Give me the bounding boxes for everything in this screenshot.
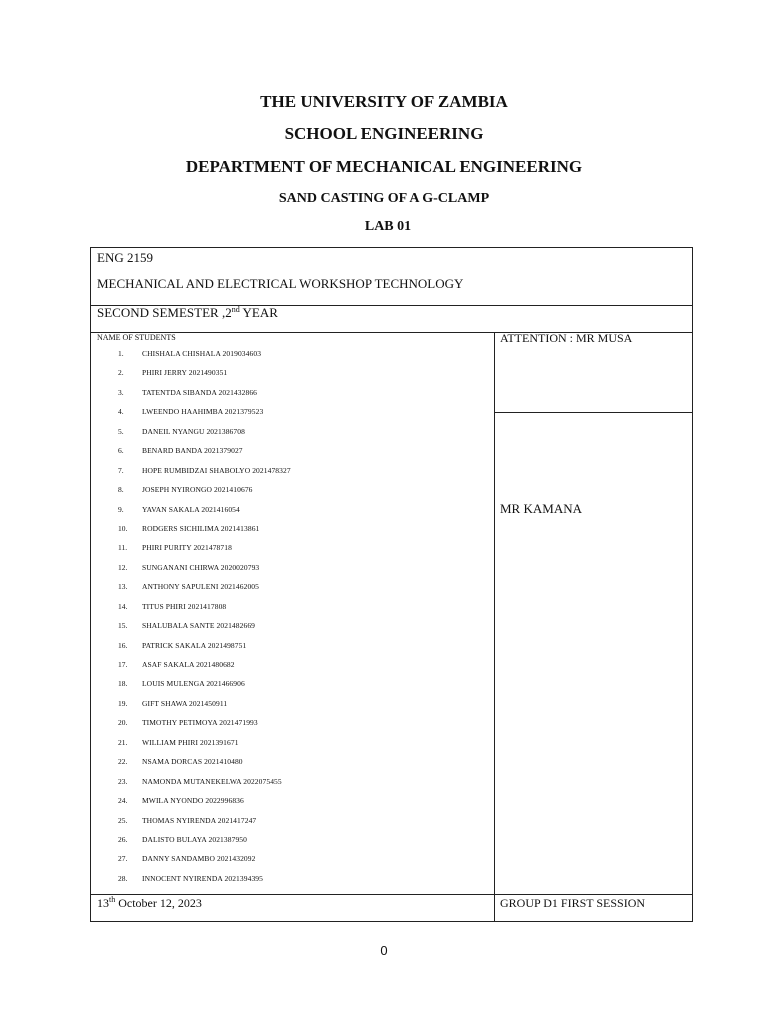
student-number: 15. bbox=[118, 621, 128, 631]
student-number: 7. bbox=[118, 465, 124, 475]
student-number: 24. bbox=[118, 796, 128, 806]
student-name: RODGERS SICHILIMA 2021413861 bbox=[142, 523, 260, 533]
student-number: 8. bbox=[118, 485, 124, 495]
student-number: 6. bbox=[118, 446, 124, 456]
student-number: 21. bbox=[118, 737, 128, 747]
student-number: 22. bbox=[118, 757, 128, 767]
date-rest: October 12, 2023 bbox=[115, 896, 202, 910]
student-name: NSAMA DORCAS 2021410480 bbox=[142, 757, 243, 767]
semester-suffix: YEAR bbox=[239, 305, 278, 320]
student-number: 1. bbox=[118, 349, 124, 358]
student-name: TIMOTHY PETIMOYA 2021471993 bbox=[142, 718, 258, 728]
student-name: LWEENDO HAAHIMBA 2021379523 bbox=[142, 407, 264, 417]
student-number: 23. bbox=[118, 776, 128, 786]
student-name: ASAF SAKALA 2021480682 bbox=[142, 660, 235, 669]
student-number: 3. bbox=[118, 387, 124, 397]
student-number: 10. bbox=[118, 523, 128, 533]
semester-text bbox=[97, 306, 278, 319]
student-number: 17. bbox=[118, 660, 128, 669]
attention-label: ATTENTION : MR MUSA bbox=[500, 331, 633, 345]
student-number: 27. bbox=[118, 854, 128, 864]
student-name: MWILA NYONDO 2022996836 bbox=[142, 796, 244, 806]
student-number: 20. bbox=[118, 718, 128, 728]
student-name: TITUS PHIRI 2021417808 bbox=[142, 601, 227, 611]
student-name: CHISHALA CHISHALA 2019034603 bbox=[142, 349, 262, 358]
student-name: SHALUBALA SANTE 2021482669 bbox=[142, 621, 256, 631]
student-number: 4. bbox=[118, 407, 124, 417]
page-number: 0 bbox=[380, 943, 388, 958]
student-name: TATENTDA SIBANDA 2021432866 bbox=[142, 387, 258, 397]
student-number: 18. bbox=[118, 679, 128, 689]
student-name: INNOCENT NYIRENDA 2021394395 bbox=[142, 873, 263, 883]
student-number: 13. bbox=[118, 582, 128, 592]
student-name: NAMONDA MUTANEKELWA 2022075455 bbox=[142, 776, 282, 786]
student-number: 9. bbox=[118, 504, 124, 514]
student-number: 14. bbox=[118, 601, 128, 611]
course-title: MECHANICAL AND ELECTRICAL WORKSHOP TECHNOLOGY bbox=[97, 276, 464, 291]
student-name: LOUIS MULENGA 2021466906 bbox=[142, 679, 245, 689]
project-title: SAND CASTING OF A G-CLAMP bbox=[278, 191, 490, 206]
school-title: SCHOOL ENGINEERING bbox=[284, 124, 484, 143]
student-name: DANEIL NYANGU 2021386708 bbox=[142, 426, 245, 436]
date-day: 13 bbox=[97, 896, 109, 910]
student-name: DANNY SANDAMBO 2021432092 bbox=[142, 854, 256, 864]
student-number: 5. bbox=[118, 426, 124, 436]
lab-title: LAB 01 bbox=[364, 219, 412, 234]
student-name: HOPE RUMBIDZAI SHABOLYO 2021478327 bbox=[142, 465, 291, 475]
student-number: 25. bbox=[118, 815, 128, 825]
group-label: GROUP D1 FIRST SESSION bbox=[500, 896, 646, 910]
student-name: DALISTO BULAYA 2021387950 bbox=[142, 834, 248, 844]
column-divider bbox=[494, 333, 495, 921]
student-name: YAVAN SAKALA 2021416054 bbox=[142, 504, 240, 514]
student-name: WILLIAM PHIRI 2021391671 bbox=[142, 737, 239, 747]
date-ordinal: th bbox=[109, 895, 116, 904]
supervisor-name: MR KAMANA bbox=[500, 501, 582, 516]
student-number: 19. bbox=[118, 698, 128, 708]
student-number: 12. bbox=[118, 562, 128, 572]
submission-date bbox=[97, 897, 202, 909]
semester-prefix: SECOND SEMESTER ,2 bbox=[97, 305, 232, 320]
student-name: ANTHONY SAPULENI 2021462005 bbox=[142, 582, 260, 592]
student-name: PHIRI PURITY 2021478718 bbox=[142, 543, 232, 553]
student-name: PATRICK SAKALA 2021498751 bbox=[142, 640, 247, 650]
row-divider-footer bbox=[91, 894, 692, 895]
student-name: THOMAS NYIRENDA 2021417247 bbox=[142, 815, 257, 825]
student-name: GIFT SHAWA 2021450911 bbox=[142, 698, 228, 708]
student-name: BENARD BANDA 2021379027 bbox=[142, 446, 243, 456]
student-name: SUNGANANI CHIRWA 2020020793 bbox=[142, 562, 260, 572]
students-heading: NAME OF STUDENTS bbox=[97, 333, 176, 342]
student-number: 26. bbox=[118, 834, 128, 844]
student-number: 16. bbox=[118, 640, 128, 650]
student-number: 2. bbox=[118, 368, 124, 378]
student-name: JOSEPH NYIRONGO 2021410676 bbox=[142, 485, 253, 495]
university-title: THE UNIVERSITY OF ZAMBIA bbox=[260, 92, 508, 111]
row-divider-attention bbox=[494, 412, 693, 413]
department-title: DEPARTMENT OF MECHANICAL ENGINEERING bbox=[185, 157, 583, 176]
semester-ordinal: nd bbox=[231, 305, 240, 314]
student-name: PHIRI JERRY 2021490351 bbox=[142, 368, 228, 378]
course-code: ENG 2159 bbox=[97, 250, 153, 265]
student-number: 28. bbox=[118, 873, 128, 883]
student-number: 11. bbox=[118, 543, 128, 553]
